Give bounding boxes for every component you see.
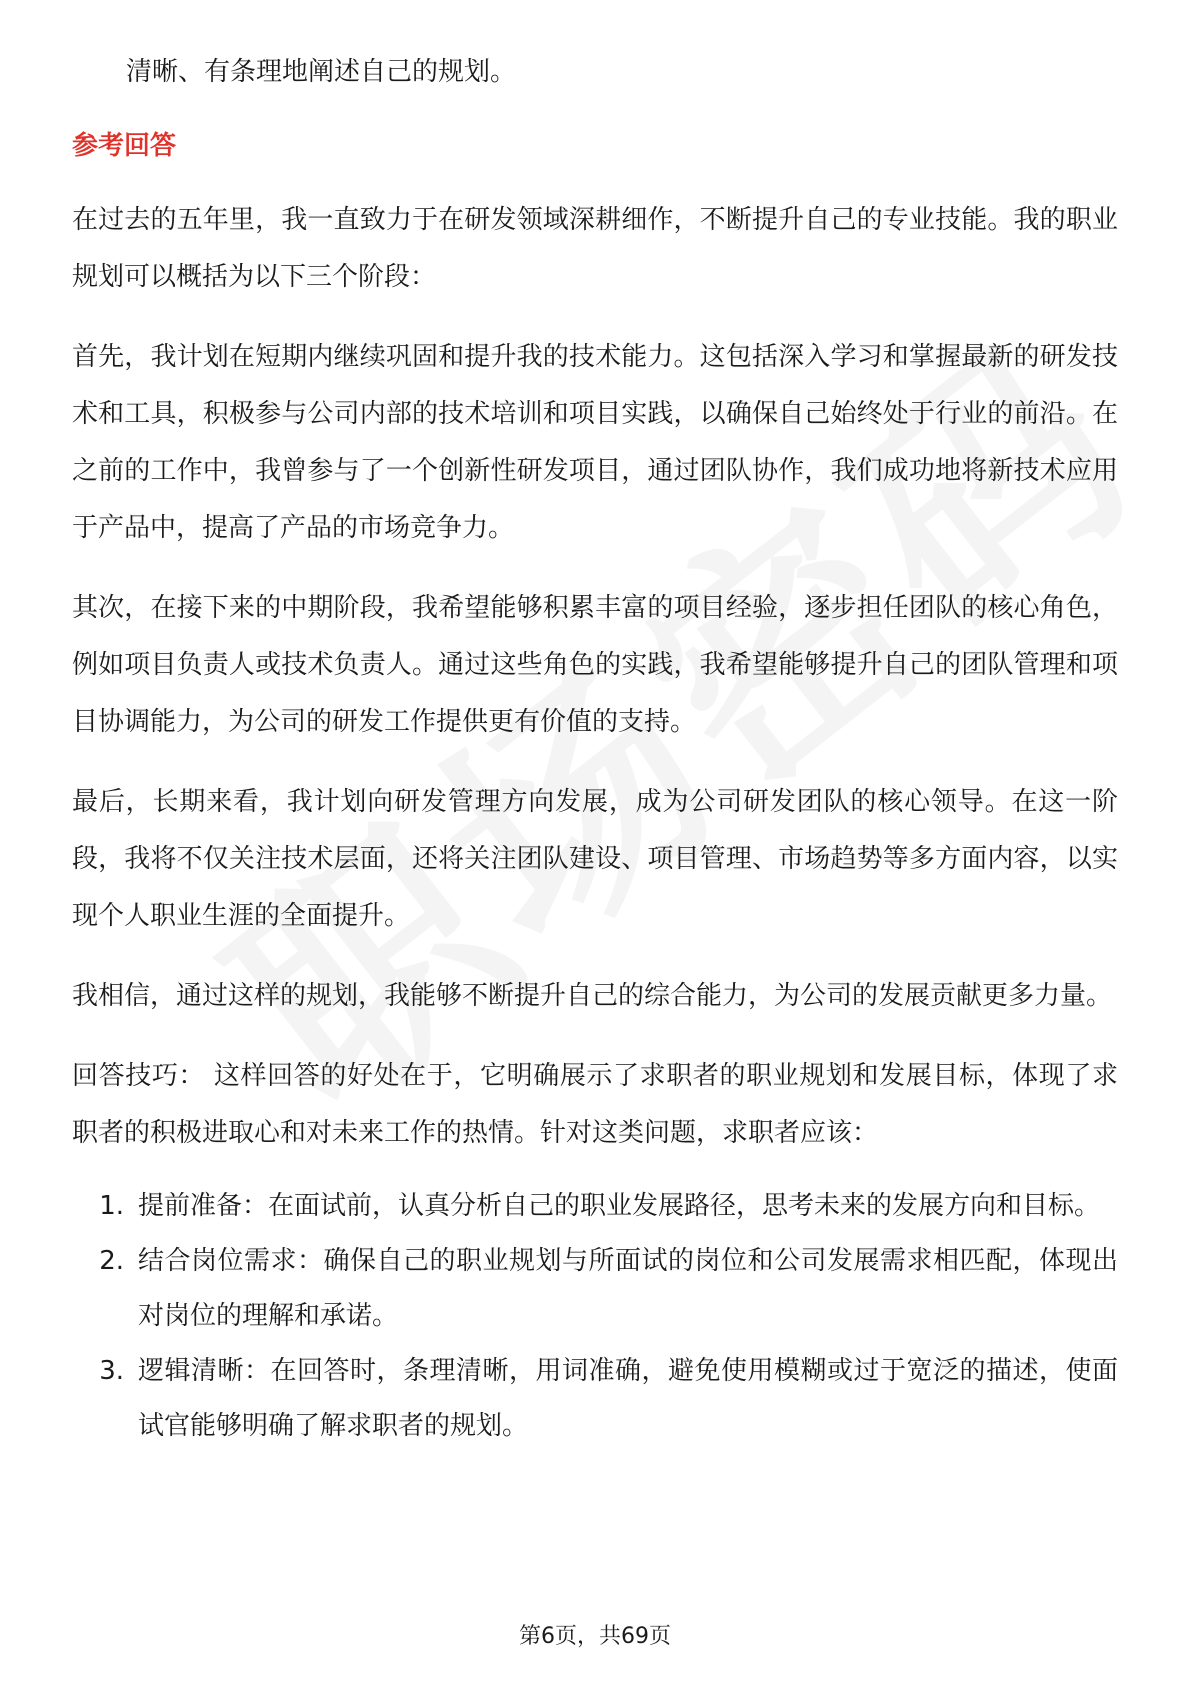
paragraph-second-stage: 其次，在接下来的中期阶段，我希望能够积累丰富的项目经验，逐步担任团队的核心角色，例如项目负责人或技术负责人。通过这些角色的实践，我希望能够提升自己的团队管理和项目协调能力，为公司的研发工作提供更有价值的支持。 bbox=[72, 593, 1118, 737]
paragraph-intro: 在过去的五年里，我一直致力于在研发领域深耕细作，不断提升自己的专业技能。我的职业规划可以概括为以下三个阶段： bbox=[72, 205, 1118, 292]
page-footer: 第6页，共69页 bbox=[519, 1624, 671, 1649]
page-content bbox=[72, 44, 1118, 1454]
tips-list bbox=[72, 1179, 1118, 1454]
list-item-text: 结合岗位需求：确保自己的职业规划与所面试的岗位和公司发展需求相匹配，体现出对岗位的理解和承诺。 bbox=[138, 1246, 1118, 1331]
paragraph-third-stage: 最后，长期来看，我计划向研发管理方向发展，成为公司研发团队的核心领导。在这一阶段，我将不仅关注技术层面，还将关注团队建设、项目管理、市场趋势等多方面内容，以实现个人职业生涯的全面提升。 bbox=[72, 787, 1118, 931]
list-item bbox=[72, 1234, 1118, 1344]
list-item bbox=[72, 1344, 1118, 1454]
tips-paragraph: 回答技巧： 这样回答的好处在于，它明确展示了求职者的职业规划和发展目标，体现了求职者的积极进取心和对未来工作的热情。针对这类问题，求职者应该： bbox=[72, 1061, 1118, 1148]
list-item-number: 3. bbox=[99, 1356, 124, 1386]
list-item-text: 逻辑清晰：在回答时，条理清晰，用词准确，避免使用模糊或过于宽泛的描述，使面试官能够明确了解求职者的规划。 bbox=[138, 1356, 1118, 1441]
paragraph-conclusion: 我相信，通过这样的规划，我能够不断提升自己的综合能力，为公司的发展贡献更多力量。 bbox=[72, 981, 1113, 1011]
list-item-number: 2. bbox=[99, 1246, 124, 1276]
list-item-number: 1. bbox=[99, 1191, 124, 1221]
paragraph-first-stage: 首先，我计划在短期内继续巩固和提升我的技术能力。这包括深入学习和掌握最新的研发技术和工具，积极参与公司内部的技术培训和项目实践，以确保自己始终处于行业的前沿。在之前的工作中，我曾参与了一个创新性研发项目，通过团队协作，我们成功地将新技术应用于产品中，提高了产品的市场竞争力。 bbox=[72, 342, 1118, 543]
list-item-text: 提前准备：在面试前，认真分析自己的职业发展路径，思考未来的发展方向和目标。 bbox=[138, 1191, 1101, 1221]
section-heading: 参考回答 bbox=[72, 131, 177, 161]
list-item bbox=[72, 1179, 1118, 1234]
intro-tail-text: 清晰、有条理地阐述自己的规划。 bbox=[126, 57, 517, 87]
